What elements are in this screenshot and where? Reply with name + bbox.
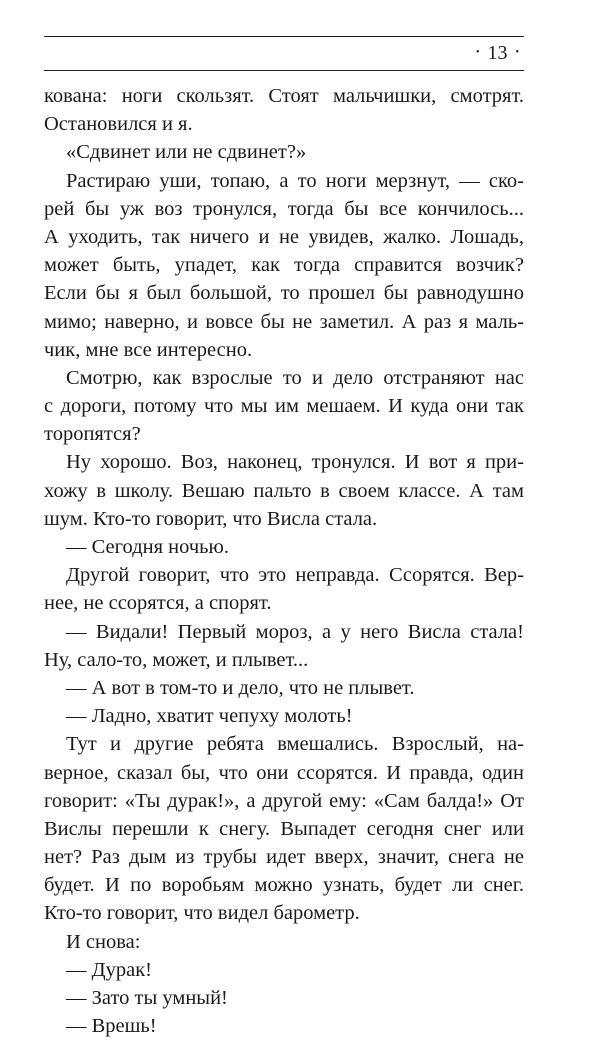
- text-line: Растираю уши, топаю, а то ноги мерзнут, — ско-: [66, 169, 524, 192]
- text-line: нет? Раз дым из трубы идет вверх, значит, снега не: [44, 846, 524, 869]
- text-line: «Сдвинет или не сдвинет?»: [66, 141, 307, 164]
- text-line: — Дурак!: [66, 958, 152, 981]
- header-ornament-right: •: [515, 47, 519, 58]
- text-line: — Сегодня ночью.: [66, 536, 229, 558]
- text-line: шум. Кто-то говорит, что Висла стала.: [44, 507, 378, 530]
- text-line: — Зато ты умный!: [66, 987, 228, 1009]
- page-body-text: [44, 82, 524, 1040]
- text-line: А уходить, так ничего и не увидев, жалко. Лошадь,: [44, 225, 524, 248]
- page-number: 13: [487, 42, 508, 64]
- text-line: торопятся?: [44, 423, 141, 446]
- text-line: Тут и другие ребята вмешались. Взрослый, на-: [66, 733, 524, 756]
- text-line: рей бы уж воз тронулся, тогда бы все кончилось...: [44, 197, 524, 220]
- text-line: мимо; наверно, и вовсе бы не заметил. А раз я маль-: [44, 310, 524, 333]
- text-line: — А вот в том-то и дело, что не плывет.: [66, 676, 415, 699]
- text-line: Ну хорошо. Воз, наконец, тронулся. И вот я при-: [66, 451, 524, 474]
- header-top-rule: [44, 36, 524, 37]
- text-line: И снова:: [66, 930, 141, 953]
- text-line: — Видали! Первый мороз, а у него Висла стала!: [66, 620, 524, 643]
- text-line: Смотрю, как взрослые то и дело отстраняют нас: [66, 366, 524, 389]
- text-line: Остановился и я.: [44, 113, 193, 136]
- text-line: верное, сказал бы, что они ссорятся. И правда, один: [44, 761, 524, 784]
- text-line: Вислы перешли к снегу. Выпадет сегодня снег или: [44, 817, 524, 840]
- text-line: — Врешь!: [66, 1015, 157, 1038]
- text-line: хожу в школу. Вешаю пальто в своем классе. А там: [44, 479, 524, 502]
- text-line: Кто-то говорит, что видел барометр.: [44, 902, 360, 925]
- text-line: кована: ноги скользят. Стоят мальчишки, смотрят.: [44, 85, 524, 107]
- text-line: — Ладно, хватит чепуху молоть!: [66, 705, 353, 728]
- text-line: говорит: «Ты дурак!», а другой ему: «Сам балда!» От: [44, 789, 524, 812]
- text-line: Ну, сало-то, может, и плывет...: [44, 648, 309, 671]
- text-line: с дороги, потому что мы им мешаем. И куда они так: [44, 395, 524, 418]
- header-bottom-rule: [44, 70, 524, 71]
- text-line: Если бы я был большой, то прошел бы равнодушно: [44, 282, 524, 305]
- text-line: нее, не ссорятся, а спорят.: [44, 592, 272, 615]
- text-line: может быть, упадет, как тогда справится возчик?: [44, 254, 524, 277]
- text-line: будет. И по воробьям можно узнать, будет ли снег.: [44, 874, 524, 897]
- text-line: чик, мне все интересно.: [44, 338, 253, 361]
- header-ornament-left: •: [475, 47, 480, 58]
- text-line: Другой говорит, что это неправда. Ссорятся. Вер-: [66, 564, 524, 587]
- running-header: [476, 41, 519, 65]
